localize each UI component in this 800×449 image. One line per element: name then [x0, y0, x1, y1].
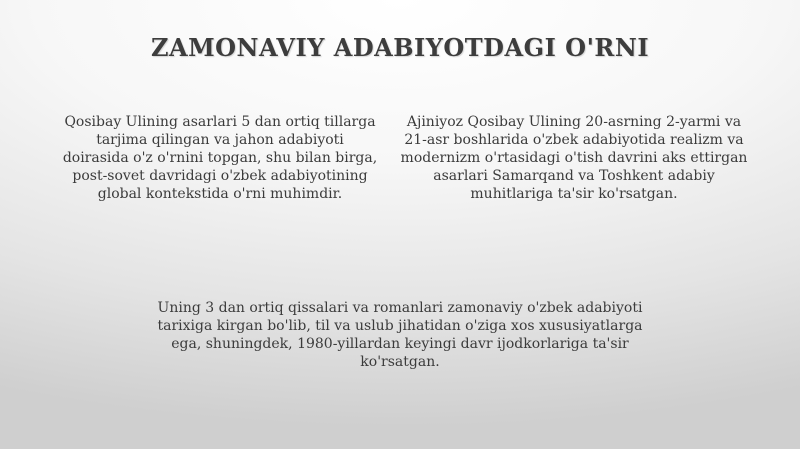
right-paragraph-line: Ajiniyoz Qosibay Ulining 20-asrning 2-yarmi va — [406, 114, 742, 130]
bottom-paragraph-line: ega, shuningdek, 1980-yillardan keyingi davr ijodkorlariga ta'sir — [171, 336, 629, 352]
slide-title: ZAMONAVIY ADABIYOTDAGI O'RNI — [150, 33, 650, 62]
left-paragraph-line: post-sovet davridagi o'zbek adabiyotining — [72, 168, 368, 184]
bottom-paragraph-line: tarixiga kirgan bo'lib, til va uslub jihatidan o'ziga xos xususiyatlarga — [157, 318, 643, 334]
bottom-paragraph-line: Uning 3 dan ortiq qissalari va romanlari zamonaviy o'zbek adabiyoti — [157, 300, 643, 316]
bottom-paragraph-line: ko'rsatgan. — [360, 354, 440, 370]
left-paragraph — [44, 113, 396, 203]
left-paragraph-line: global kontekstida o'rni muhimdir. — [97, 186, 343, 202]
right-paragraph-line: muhitlariga ta'sir ko'rsatgan. — [470, 186, 678, 202]
right-paragraph-line: asarlari Samarqand va Toshkent adabiy — [433, 168, 715, 184]
right-paragraph-line: modernizm o'rtasidagi o'tish davrini aks ettirgan — [400, 150, 748, 166]
left-paragraph-line: doirasida o'z o'rnini topgan, shu bilan birga, — [62, 150, 378, 166]
left-paragraph-line: Qosibay Ulining asarlari 5 dan ortiq tillarga — [64, 114, 376, 130]
bottom-paragraph — [120, 299, 680, 371]
right-paragraph-line: 21-asr boshlarida o'zbek adabiyotida realizm va — [404, 132, 744, 148]
left-paragraph-line: tarjima qilingan va jahon adabiyoti — [96, 132, 344, 148]
right-paragraph — [398, 113, 750, 203]
